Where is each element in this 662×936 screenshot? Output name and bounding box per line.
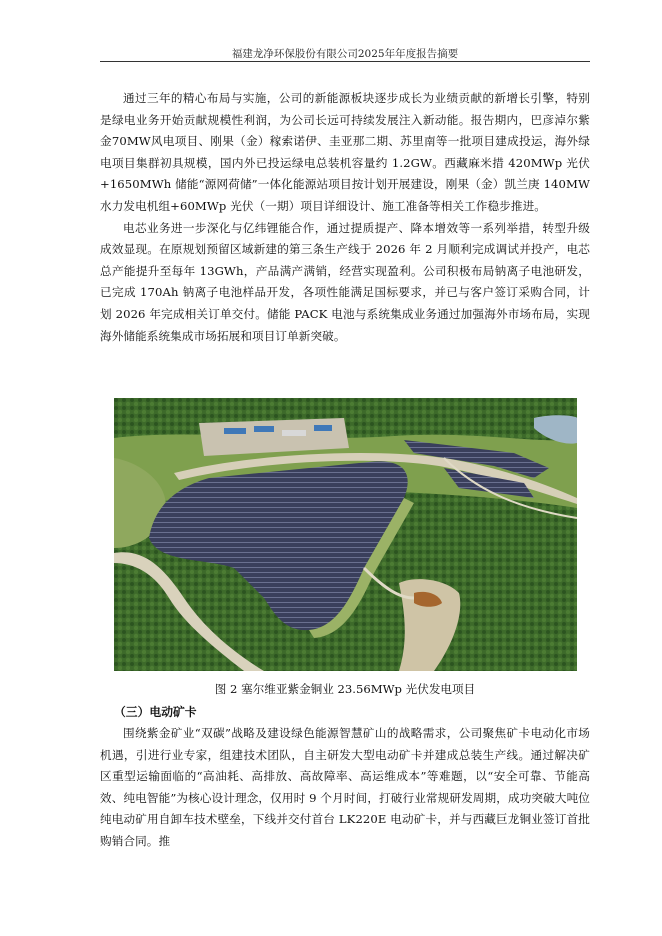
page-header: 福建龙净环保股份有限公司2025年年度报告摘要 <box>231 48 459 60</box>
header-rule <box>100 61 590 62</box>
section-title: （三）电动矿卡 <box>114 705 197 719</box>
figure-caption: 图 2 塞尔维亚紫金铜业 23.56MWp 光伏发电项目 <box>214 682 476 696</box>
solar-farm-photo <box>114 398 577 671</box>
section-body <box>100 723 590 853</box>
paragraph-electric-truck: 围绕紫金矿业“双碳”战略及建设绿色能源智慧矿山的战略需求，公司聚焦矿卡电动化市场机遇，引进行业专家，组建技术团队，自主研发大型电动矿卡并建成总装生产线。通过解决矿区重型运输面临的“高油耗、高排放、高故障率、高运维成本”等难题，以“安全可靠、节能高效、纯电智能”为核心设计理念，仅用时 9 个月时间，打破行业常规研发周期，成功突破大吨位纯电动矿用自卸车技术壁垒，下线并交付首台 LK220E 电动矿卡，并与西藏巨龙铜业签订首批购销合同。推 <box>100 726 590 848</box>
paragraph-new-energy: 通过三年的精心布局与实施，公司的新能源板块逐步成长为业绩贡献的新增长引擎，特别是绿电业务开始贡献规模性利润，为公司长远可持续发展注入新动能。报告期内，巴彦淖尔紫金70MW风电项目、刚果（金）稼索诺伊、圭亚那二期、苏里南等一批项目建成投运，海外绿电项目集群初具规模，国内外已投运绿电总装机容量约 1.2GW。西藏麻米措 420MWp 光伏+1650MWh 储能“源网荷储”一体化能源站项目按计划开展建设，刚果（金）凯兰庚 140MW 水力发电机组+60MWp 光伏（一期）项目详细设计、施工准备等相关工作稳步推进。 <box>100 91 590 213</box>
body-text <box>100 88 590 347</box>
paragraph-battery: 电芯业务进一步深化与亿纬锂能合作，通过提质提产、降本增效等一系列举措，转型升级成效显现。在原规划预留区域新建的第三条生产线于 2026 年 2 月顺利完成调试并投产，电芯总产能提升至每年 13GWh，产品满产满销，经营实现盈利。公司积极布局钠离子电池研发，已完成 170Ah 钠离子电池样品开发，各项性能满足国标要求，并已与客户签订采购合同，计划 2026 年完成相关订单交付。储能 PACK 电池与系统集成业务通过加强海外市场布局，实现海外储能系统集成市场拓展和项目订单新突破。 <box>100 220 590 343</box>
